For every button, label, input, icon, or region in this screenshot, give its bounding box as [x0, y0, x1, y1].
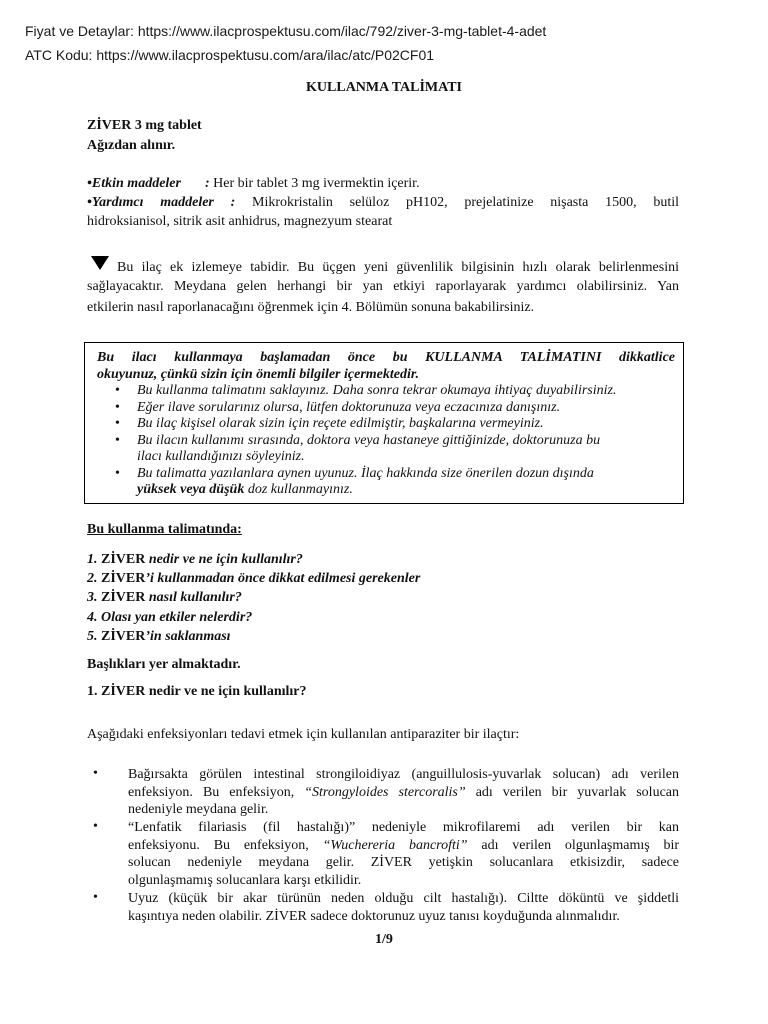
excipient-line-2: hidroksianisol, sitrik asit anhidrus, magnezyum stearat — [87, 214, 393, 229]
toc-item[interactable]: 5. ZİVER’in saklanması — [87, 628, 231, 644]
bullet-glyph: • — [93, 819, 98, 834]
section-1-heading: 1. ZİVER nedir ve ne için kullanılır? — [87, 684, 307, 699]
monitoring-line-3: etkilerin nasıl raporlanacağını öğrenmek için 4. Bölümün sonuna bakabilirsiniz. — [87, 300, 535, 315]
box-item-5-line-1: Bu talimatta yazılanlara aynen uyunuz. İlaç hakkında size önerilen dozun dışında — [137, 465, 594, 481]
box-list — [97, 383, 675, 499]
monitoring-line-2: sağlayacaktır. Meydana gelen herhangi bir yan etkiyi raporlayarak yardımcı olabilirsiniz. Yan — [87, 279, 679, 294]
excipient-row — [87, 193, 679, 212]
box-item: • Bu kullanma talimatını saklayınız. Daha sonra tekrar okumaya ihtiyaç duyabilirsiniz. — [137, 383, 675, 400]
box-item-5-end: doz kullanmayınız. — [247, 482, 353, 497]
toc-heading: Bu kullanma talimatında: — [87, 522, 242, 537]
box-item-4-line-2: ilacı kullandığınızı söyleyiniz. — [137, 449, 305, 464]
section-1-intro: Aşağıdaki enfeksiyonları tedavi etmek için kullanılan antiparaziter bir ilaçtır: — [87, 727, 520, 742]
bullet-filariasis: “Lenfatik filariasis (fil hastalığı)” nedeniyle mikrofilaremi adı verilen bir kan enfeksiyonu. Bu enfeksiyon, “Wuchereria bancrofti” adı verilen olgunlaşmamış bir solucan nedeniyle meydana gelir. ZİVER yetişkin solucanlara etkisizdir, sadece olgunlaşmamış solucanlara karşı etkilidir. — [128, 820, 680, 888]
black-triangle-icon — [91, 256, 109, 270]
box-intro-line-2: okuyunuz, çünkü sizin için önemli bilgiler içermektedir. — [97, 366, 420, 382]
headings-note: Başlıkları yer almaktadır. — [87, 657, 241, 672]
active-colon: : — [204, 176, 210, 191]
read-carefully-box — [84, 342, 684, 504]
active-text: Her bir tablet 3 mg ivermektin içerir. — [213, 176, 420, 191]
active-ingredient-row — [87, 174, 420, 193]
toc-list — [87, 550, 420, 646]
bullet-strongyloidiasis: Bağırsakta görülen intestinal strongiloidiyaz (anguillulosis-yuvarlak solucan) adı verilen enfeksiyon. Bu enfeksiyon, “Strongyloides stercoralis” adı verilen bir yuvarlak solucan nedeniyle meydana gelir. — [128, 767, 679, 817]
bullet-glyph: • — [93, 766, 98, 781]
box-item-4-line-1: Bu ilacın kullanımı sırasında, doktora veya hastaneye gittiğinizde, doktorunuza bu — [137, 432, 601, 448]
box-intro-line-1: Bu ilacı kullanmaya başlamadan önce bu KULLANMA TALİMATINI dikkatlice — [97, 350, 675, 365]
excipient-line-1: Mikrokristalin selüloz pH102, prejelatinize nişasta 1500, butil — [252, 195, 679, 210]
atc-code-link[interactable]: ATC Kodu: https://www.ilacprospektusu.com/ara/ilac/atc/P02CF01 — [25, 47, 435, 63]
excipient-label: •Yardımcı maddeler : — [87, 195, 236, 210]
monitoring-line-1: Bu ilaç ek izlemeye tabidir. Bu üçgen yeni güvenlilik bilgisinin hızlı olarak belirlenmesini — [117, 260, 679, 275]
toc-item[interactable]: 4. Olası yan etkiler nelerdir? — [87, 609, 253, 625]
box-item: • Eğer ilave sorularınız olursa, lütfen doktorunuza veya eczacınıza danışınız. — [137, 400, 675, 417]
toc-item[interactable]: 2. ZİVER’i kullanmadan önce dikkat edilmesi gerekenler — [87, 571, 421, 587]
box-item-5-bold: yüksek veya düşük — [137, 482, 245, 497]
route-of-administration: Ağızdan alınır. — [87, 138, 176, 153]
page-number: 1/9 — [375, 932, 393, 947]
toc-item[interactable]: 3. ZİVER nasıl kullanılır? — [87, 590, 242, 606]
box-item: • Bu ilaç kişisel olarak sizin için reçete edilmiştir, başkalarına vermeyiniz. — [137, 416, 675, 433]
active-label: •Etkin maddeler — [87, 176, 181, 191]
box-item — [137, 433, 675, 466]
bullet-scabies: Uyuz (küçük bir akar türünün neden olduğu cilt hastalığı). Ciltte döküntü ve şiddetli kaşıntıya neden olabilir. ZİVER sadece doktorunuz uyuz tanısı koyduğunda alınmalıdır. — [128, 891, 679, 924]
product-name: ZİVER 3 mg tablet — [87, 118, 202, 133]
box-item — [137, 466, 675, 499]
document-title: KULLANMA TALİMATI — [306, 80, 462, 95]
bullet-glyph: • — [93, 890, 98, 905]
toc-item[interactable]: 1. ZİVER nedir ve ne için kullanılır? — [87, 552, 303, 567]
price-details-link[interactable]: Fiyat ve Detaylar: https://www.ilacprospektusu.com/ilac/792/ziver-3-mg-tablet-4-adet — [25, 23, 547, 39]
